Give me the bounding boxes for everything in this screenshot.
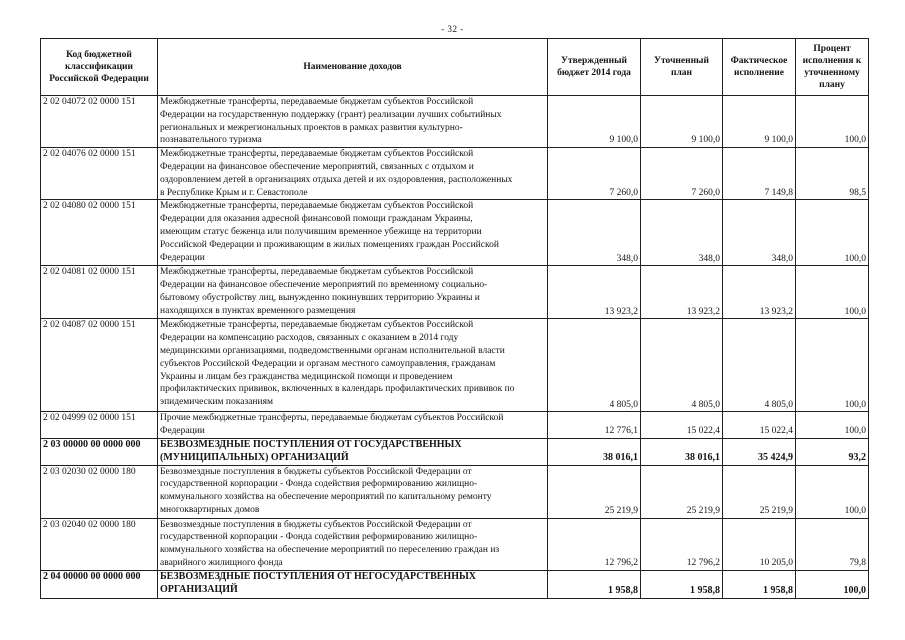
budget-code-cell: 2 02 04081 02 0000 151 [41,266,158,319]
table-body [41,96,869,599]
header-approved-budget [548,39,641,96]
page-number: - 32 - [441,24,464,34]
income-name-line: государственной корпорации - Фонда содействия реформированию жилищно- [160,479,478,490]
income-name-line: аварийного жилищного фонда [160,557,283,568]
budget-income-table [40,38,869,599]
income-name-line: Межбюджетные трансферты, передаваемые бюджетам субъектов Российской [160,201,474,212]
approved-budget-cell: 12 776,1 [548,412,641,439]
revised-plan-cell: 1 958,8 [641,570,723,598]
budget-code-cell: 2 02 04072 02 0000 151 [41,96,158,148]
header-line: исполнения к [802,56,862,66]
revised-plan-cell: 7 260,0 [641,148,723,200]
budget-code-cell: 2 02 04087 02 0000 151 [41,319,158,412]
income-name-cell [158,266,548,319]
income-name-line: Федерации на финансовое обеспечение мероприятий по временному социально- [160,280,488,291]
income-name-line: (МУНИЦИПАЛЬНЫХ) ОРГАНИЗАЦИЙ [160,451,349,463]
income-name-line: Межбюджетные трансферты, передаваемые бюджетам субъектов Российской [160,320,474,331]
execution-percent-cell: 100,0 [796,570,869,598]
revised-plan-cell: 38 016,1 [641,438,723,465]
table-row [41,319,869,412]
header-line: Утвержденный [560,56,628,66]
header-income-name [158,39,548,96]
execution-percent-cell: 93,2 [796,438,869,465]
income-name-line: Межбюджетные трансферты, передаваемые бюджетам субъектов Российской [160,97,474,107]
income-name-line: профилактических прививок, включенных в календарь профилактических прививок по [160,384,515,395]
approved-budget-cell: 4 805,0 [548,319,641,412]
income-name-line: познавательного туризма [160,135,262,146]
income-name-line: Российской Федерации и проживающим в жилых помещениях граждан Российской [160,239,499,250]
income-name-cell [158,465,548,518]
revised-plan-cell: 25 219,9 [641,465,723,518]
header-line: Уточненный [654,56,709,66]
revised-plan-cell: 348,0 [641,200,723,266]
header-line: уточненному [804,68,860,78]
income-name-line: Федерации на государственную поддержку (грант) реализации лучших событийных [160,109,502,120]
budget-code-cell: 2 03 02030 02 0000 180 [41,465,158,518]
income-name-line: БЕЗВОЗМЕЗДНЫЕ ПОСТУПЛЕНИЯ ОТ ГОСУДАРСТВЕННЫХ [160,438,462,450]
income-name-cell [158,518,548,570]
header-budget-code [41,39,158,96]
approved-budget-cell: 1 958,8 [548,570,641,598]
income-name-line: Федерации [160,426,205,437]
table-row [41,96,869,148]
income-name-line: оздоровлением детей в организациях отдыха детей и их оздоровления, расположенных [160,174,513,185]
header-line: исполнение [734,68,784,78]
budget-code-cell: 2 03 00000 00 0000 000 [41,438,158,465]
execution-percent-cell: 100,0 [796,465,869,518]
header-line: Фактическое [730,56,788,66]
income-name-line: субъектов Российской Федерации и органам местного самоуправления, гражданам [160,358,496,369]
actual-execution-cell: 15 022,4 [723,412,796,439]
income-name-line: ОРГАНИЗАЦИЙ [160,583,238,595]
income-name-cell [158,200,548,266]
income-name-line: коммунального хозяйства на обеспечение мероприятий по капитальному ремонту [160,492,492,503]
header-line: классификации [64,62,133,72]
income-name-line: многоквартирных домов [160,504,260,515]
income-name-line: в Республике Крым и г. Севастополе [160,187,308,198]
approved-budget-cell: 12 796,2 [548,518,641,570]
income-name-line: Безвозмездные поступления в бюджеты субъектов Российской Федерации от [160,519,472,530]
actual-execution-cell: 1 958,8 [723,570,796,598]
income-name-line: Федерации для оказания адресной финансовой помощи гражданам Украины, [160,214,473,225]
actual-execution-cell: 7 149,8 [723,148,796,200]
table-row [41,148,869,200]
income-name-cell [158,148,548,200]
execution-percent-cell: 100,0 [796,200,869,266]
income-name-line: находящихся в пунктах временного размещения [160,305,356,316]
budget-code-cell: 2 04 00000 00 0000 000 [41,570,158,598]
income-name-line: Прочие межбюджетные трансферты, передаваемые бюджетам субъектов Российской [160,413,504,424]
actual-execution-cell: 25 219,9 [723,465,796,518]
header-actual-execution [723,39,796,96]
table-row [41,518,869,570]
income-name-line: Межбюджетные трансферты, передаваемые бюджетам субъектов Российской [160,267,474,278]
approved-budget-cell: 38 016,1 [548,438,641,465]
table-row [41,266,869,319]
actual-execution-cell: 348,0 [723,200,796,266]
table-row [41,200,869,266]
table-row [41,412,869,439]
budget-code-cell: 2 02 04080 02 0000 151 [41,200,158,266]
income-name-cell [158,319,548,412]
income-name-cell [158,412,548,439]
group-total-row [41,570,869,598]
execution-percent-cell: 100,0 [796,412,869,439]
budget-code-cell: 2 03 02040 02 0000 180 [41,518,158,570]
header-revised-plan [641,39,723,96]
income-name-line: коммунального хозяйства на обеспечение мероприятий по переселению граждан из [160,545,500,556]
income-name-line: медицинскими организациями, подведомственными органам исполнительной власти [160,345,505,356]
income-name-line: Федерации на компенсацию расходов, связанных с оказанием в 2014 году [160,333,459,344]
execution-percent-cell: 79,8 [796,518,869,570]
actual-execution-cell: 4 805,0 [723,319,796,412]
actual-execution-cell: 35 424,9 [723,438,796,465]
header-line: бюджет 2014 года [557,68,631,78]
income-name-line: эпидемическим показаниям [160,397,273,408]
income-name-line: государственной корпорации - Фонда содействия реформированию жилищно- [160,532,478,543]
table-header-row [41,39,869,96]
header-line: плану [819,80,845,90]
income-name-line: региональных и межрегиональных проектов в рамках развития культурно- [160,122,463,133]
header-line: Код бюджетной [66,50,132,60]
approved-budget-cell: 13 923,2 [548,266,641,319]
group-total-row [41,438,869,465]
execution-percent-cell: 98,5 [796,148,869,200]
income-name-line: Федерации [160,252,205,263]
approved-budget-cell: 348,0 [548,200,641,266]
execution-percent-cell: 100,0 [796,96,869,148]
actual-execution-cell: 9 100,0 [723,96,796,148]
income-name-cell [158,570,548,598]
header-execution-percent [796,39,869,96]
income-name-line: Безвозмездные поступления в бюджеты субъектов Российской Федерации от [160,466,472,477]
table-row [41,465,869,518]
revised-plan-cell: 9 100,0 [641,96,723,148]
budget-code-cell: 2 02 04076 02 0000 151 [41,148,158,200]
header-line: план [670,68,693,78]
actual-execution-cell: 13 923,2 [723,266,796,319]
approved-budget-cell: 7 260,0 [548,148,641,200]
income-name-cell [158,96,548,148]
revised-plan-cell: 13 923,2 [641,266,723,319]
execution-percent-cell: 100,0 [796,319,869,412]
income-name-line: Межбюджетные трансферты, передаваемые бюджетам субъектов Российской [160,149,474,160]
header-line: Наименование доходов [303,62,402,72]
header-line: Процент [813,44,851,54]
income-name-line: Федерации на финансовое обеспечение мероприятий, связанных с отдыхом и [160,161,474,172]
approved-budget-cell: 9 100,0 [548,96,641,148]
revised-plan-cell: 12 796,2 [641,518,723,570]
execution-percent-cell: 100,0 [796,266,869,319]
actual-execution-cell: 10 205,0 [723,518,796,570]
income-name-line: БЕЗВОЗМЕЗДНЫЕ ПОСТУПЛЕНИЯ ОТ НЕГОСУДАРСТВЕННЫХ [160,570,477,582]
revised-plan-cell: 4 805,0 [641,319,723,412]
income-name-line: имеющим статус беженца или получившим временное убежище на территории [160,226,482,237]
budget-code-cell: 2 02 04999 02 0000 151 [41,412,158,439]
header-line: Российской Федерации [49,74,149,84]
revised-plan-cell: 15 022,4 [641,412,723,439]
income-name-line: Украины и лицам без гражданства медицинской помощи и проведением [160,371,453,382]
income-name-line: бытовому обустройству лиц, вынужденно покинувших территорию Украины и [160,292,480,303]
approved-budget-cell: 25 219,9 [548,465,641,518]
income-name-cell [158,438,548,465]
